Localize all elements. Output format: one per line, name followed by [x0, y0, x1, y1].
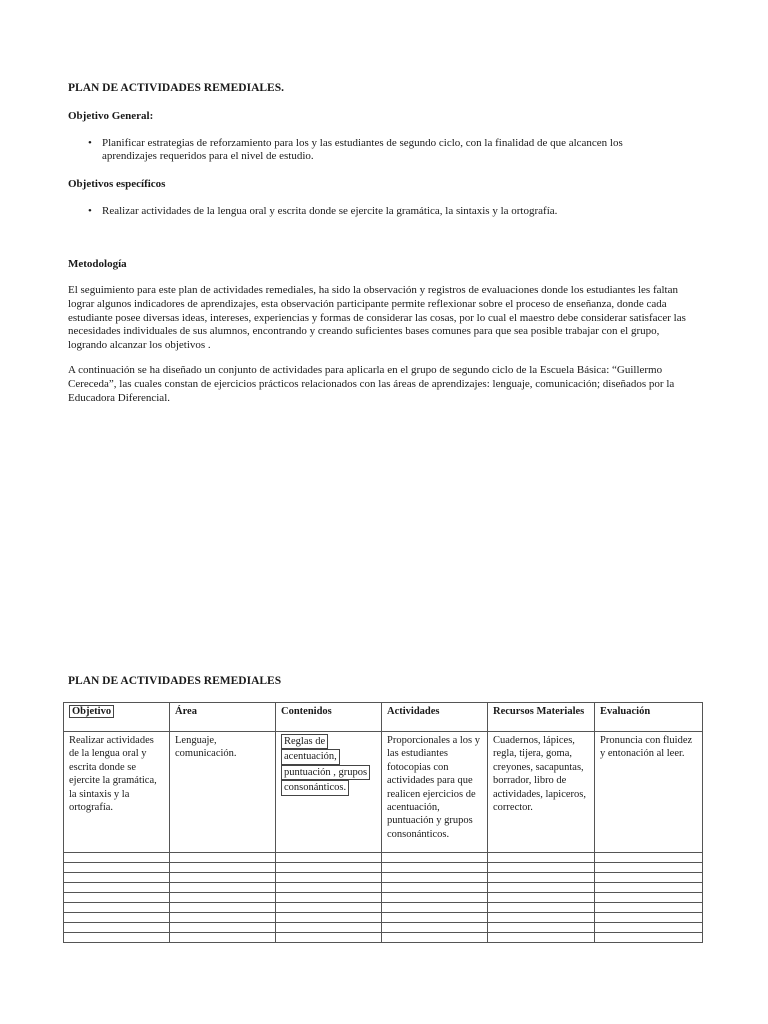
metodologia-heading: Metodología — [68, 258, 127, 270]
header-objetivo — [64, 703, 170, 732]
header-contenidos: Contenidos — [276, 703, 382, 732]
header-objetivo-label: Objetivo — [69, 705, 114, 718]
empty-row — [64, 923, 703, 933]
cell-contenidos — [276, 732, 382, 853]
contenidos-line-3: puntuación , grupos — [281, 765, 370, 780]
empty-row — [64, 933, 703, 943]
metodologia-paragraph-1: El seguimiento para este plan de actividades remediales, ha sido la observación y registros de evaluaciones donde los estudiantes les faltan lograr algunos indicadores de aprendizajes, esta observación participante permite reflexionar sobre el proceso de enseñanza, donde cada estudiante posee diversas ideas, intereses, experiencias y formas de considerar las cosas, por lo cual el maestro debe considerar satisfacer las necesidades individuales de sus alumnos, encontrando y creando suficientes bases comunes para que sea posible trabajar con el grupo, logrando alcanzar los objetivos . — [68, 284, 686, 352]
objetivos-especificos-text: Realizar actividades de la lengua oral y escrita donde se ejercite la gramática, la sintaxis y la ortografía. — [102, 205, 558, 217]
cell-recursos: Cuadernos, lápices, regla, tijera, goma, creyones, sacapuntas, borrador, libro de actividades, lapiceros, corrector. — [488, 732, 595, 853]
cell-evaluacion: Pronuncia con fluidez y entonación al leer. — [595, 732, 703, 853]
metodologia-paragraph-2: A continuación se ha diseñado un conjunto de actividades para aplicarla en el grupo de segundo ciclo de la Escuela Básica: “Guillermo Cereceda”, las cuales constan de ejercicios prácticos relacionados con las áreas de aprendizajes: lenguaje, comunicación; diseñados por la Educadora Diferencial. — [68, 364, 675, 404]
objetivos-especificos-bullet — [88, 205, 688, 218]
empty-row — [64, 863, 703, 873]
bullet-icon: • — [88, 205, 92, 217]
header-area: Área — [170, 703, 276, 732]
empty-row — [64, 873, 703, 883]
cell-area: Lenguaje, comunicación. — [170, 732, 276, 853]
header-recursos: Recursos Materiales — [488, 703, 595, 732]
empty-row — [64, 893, 703, 903]
empty-row — [64, 903, 703, 913]
bullet-icon: • — [88, 137, 92, 149]
empty-row — [64, 853, 703, 863]
empty-row — [64, 913, 703, 923]
cell-objetivo: Realizar actividades de la lengua oral y escrita donde se ejercite la gramática, la sintaxis y la ortografía. — [64, 732, 170, 853]
contenidos-line-4: consonánticos. — [281, 780, 349, 795]
table-title: PLAN DE ACTIVIDADES REMEDIALES — [68, 675, 282, 687]
contenidos-line-2: acentuación, — [281, 749, 340, 764]
empty-row — [64, 883, 703, 893]
objetivo-general-bullet — [88, 137, 678, 163]
header-evaluacion: Evaluación — [595, 703, 703, 732]
table-header-row — [64, 703, 703, 732]
objetivos-especificos-heading: Objetivos específicos — [68, 178, 166, 190]
cell-actividades: Proporcionales a los y las estudiantes fotocopias con actividades para que realicen ejercicios de acentuación, puntuación y grupos consonánticos. — [382, 732, 488, 853]
table-row — [64, 732, 703, 853]
objetivo-general-heading: Objetivo General: — [68, 110, 154, 122]
contenidos-line-1: Reglas de — [281, 734, 328, 749]
objetivo-general-text: Planificar estrategias de reforzamiento para los y las estudiantes de segundo ciclo, con la finalidad de que alcancen los aprendizajes requeridos para el nivel de estudio. — [102, 137, 623, 162]
header-actividades: Actividades — [382, 703, 488, 732]
document-title: PLAN DE ACTIVIDADES REMEDIALES. — [68, 82, 284, 94]
plan-table — [63, 702, 703, 943]
